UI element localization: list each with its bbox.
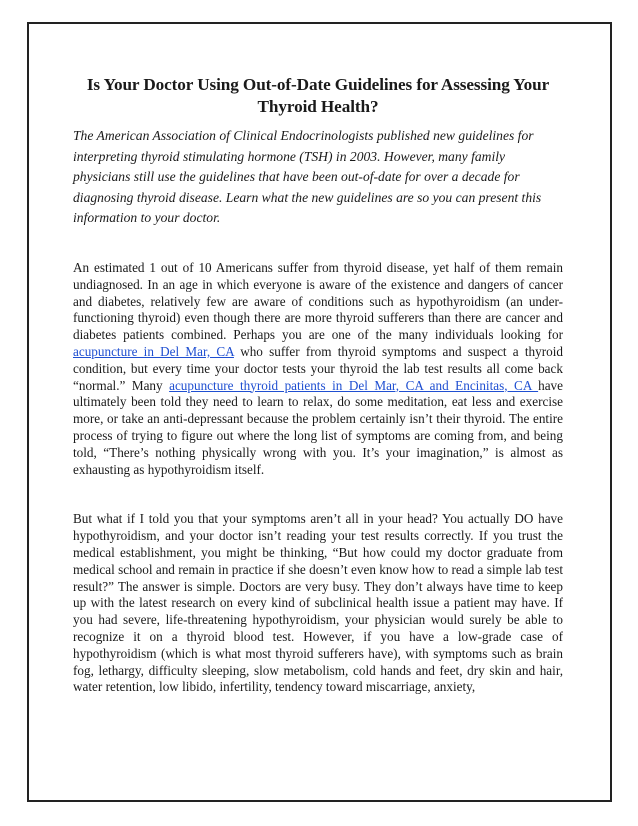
article-intro: The American Association of Clinical Endocrinologists published new guidelines for interpreting thyroid stimulating hormone (TSH) in 2003. However, many family physicians still use the guidelines that have been out-of-date for over a decade for diagnosing thyroid disease. Learn what the new guidelines are so you can present this information to your doctor.: [73, 128, 542, 226]
body-paragraph-2: But what if I told you that your symptoms aren’t all in your head? You actually DO have hypothyroidism, and your doctor isn’t reading your test results correctly. If you trust the medical establishment, you might be thinking, “But how could my doctor graduate from medical school and remain in practice if she doesn’t even know how to read a simple lab test result?” The answer is simple. Doctors are very busy. They don’t always have time to keep up with the latest research on every kind of subclinical health issue a patient may have. If you had severe, life-threatening hypothyroidism, your physician would surely be able to recognize it on a thyroid blood test. However, if you have a low-grade case of hypothyroidism (which is what most thyroid sufferers have), with symptoms such as brain fog, lethargy, difficulty sleeping, slow metabolism, cold hands and feet, dry skin and hair, water retention, low libido, infertility, tendency toward miscarriage, anxiety,: [73, 511, 563, 695]
acupuncture-thyroid-patients-link[interactable]: acupuncture thyroid patients in Del Mar, CA and Encinitas, CA: [169, 377, 539, 393]
paragraph-1-text-b: who suffer from thyroid symptoms and suspect a thyroid condition, but every time your doctor tests your thyroid the lab test results all come back “normal.” Many: [73, 343, 563, 393]
body-paragraph-1: [73, 260, 563, 478]
paragraph-1-text-a: An estimated 1 out of 10 Americans suffer from thyroid disease, yet half of them remain undiagnosed. In an age in which everyone is aware of the existence and dangers of cancer and diabetes, relatively few are aware of conditions such as hypothyroidism (an under- functioning thyroid) even though there are more thyroid sufferers than there are cancer and diabetes patients combined. Perhaps you are one of the many individuals looking for: [73, 259, 563, 343]
paragraph-1-text-c: have ultimately been told they need to learn to relax, do some meditation, eat less and exercise more, or take an anti-depressant because the problem certainly isn’t their thyroid. The entire process of trying to figure out where the long list of symptoms are coming from, and being told, “There’s nothing physically wrong with you. It’s your imagination,” is almost as exhausting as hypothyroidism itself.: [73, 377, 563, 477]
article-title: Is Your Doctor Using Out-of-Date Guidelines for Assessing Your Thyroid Health?: [86, 75, 550, 116]
acupuncture-del-mar-link[interactable]: acupuncture in Del Mar, CA: [73, 343, 234, 359]
article: [73, 74, 563, 696]
